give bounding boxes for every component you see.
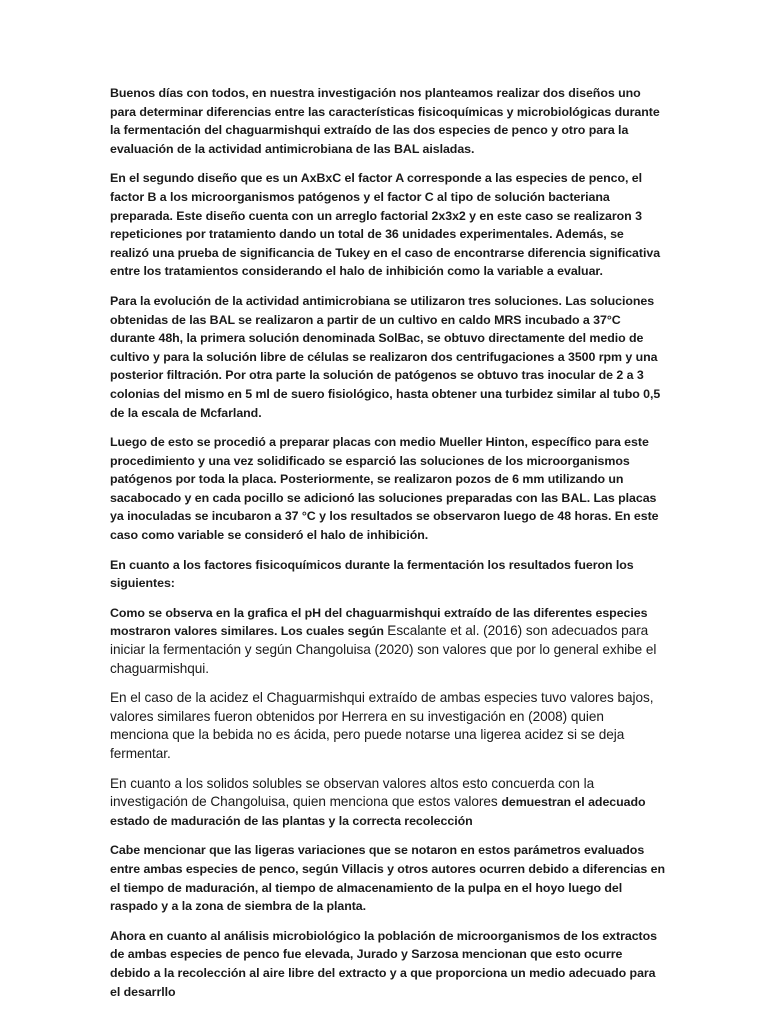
document-page xyxy=(110,84,665,1012)
paragraph-intro: Buenos días con todos, en nuestra investigación nos planteamos realizar dos diseños uno para determinar diferencias entre las características fisicoquímicas y microbiológicas durante la fermentación del chaguarmishqui extraído de las dos especies de penco y otro para la evaluación de la actividad antimicrobiana de las BAL aisladas. xyxy=(110,86,660,156)
solids-bold-text: demuestran el adecuado estado de maduración de las plantas y la correcta recolección xyxy=(110,795,646,828)
paragraph-plates: Luego de esto se procedió a preparar placas con medio Mueller Hinton, específico para este procedimiento y una vez solidificado se esparció las soluciones de los microorganismos patógenos por toda la placa. Posteriormente, se realizaron pozos de 6 mm utilizando un sacabocado y en cada pocillo se adicionó las soluciones preparadas con las BAL. Las placas ya inoculadas se incubaron a 37 °C y los resultados se observaron luego de 48 horas. En este caso como variable se consideró el halo de inhibición. xyxy=(110,435,659,543)
solids-regular-text: En cuanto a los solidos solubles se observan valores altos esto concuerda con la investigación de Changoluisa, quien menciona que estos valores xyxy=(110,775,595,810)
ph-regular-text: Escalante et al. (2016) son adecuados para iniciar la fermentación y según Changoluisa (2020) son valores que por lo general exhibe el chaguarmishqui. xyxy=(110,623,657,676)
paragraph-ph xyxy=(110,604,665,678)
paragraph-solids xyxy=(110,775,665,831)
paragraph-physicochemical: En cuanto a los factores fisicoquímicos durante la fermentación los resultados fueron los siguientes: xyxy=(110,557,634,591)
paragraph-variations: Cabe mencionar que las ligeras variaciones que se notaron en estos parámetros evaluados entre ambas especies de penco, según Villacis y otros autores ocurren debido a diferencias en el tiempo de maduración, al tiempo de almacenamiento de la pulpa en el hoyo luego del raspado y a la zona de siembra de la planta. xyxy=(110,843,665,914)
paragraph-microbiological: Ahora en cuanto al análisis microbiológico la población de microorganismos de los extractos de ambas especies de penco fue elevada, Jurado y Sarzosa mencionan que esto ocurre debido a la recolección al aire libre del extracto y a que proporciona un medio adecuado para el desarrllo xyxy=(110,928,657,999)
paragraph-design: En el segundo diseño que es un AxBxC el factor A corresponde a las especies de penco, el factor B a los microorganismos patógenos y el factor C al tipo de solución bacteriana preparada. Este diseño cuenta con un arreglo factorial 2x3x2 y en este caso se realizaron 3 repeticiones por tratamiento dando un total de 36 unidades experimentales. Además, se realizó una prueba de significancia de Tukey en el caso de encontrarse diferencia significativa entre los tratamientos considerando el halo de inhibición como la variable a evaluar. xyxy=(110,171,661,279)
paragraph-acidity: En el caso de la acidez el Chaguarmishqui extraído de ambas especies tuvo valores bajos, valores similares fueron obtenidos por Herrera en su investigación en (2008) quien menciona que la bebida no es ácida, pero puede notarse una ligerea acidez si se deja fermentar. xyxy=(110,690,654,761)
ph-bold-text: Como se observa en la grafica el pH del chaguarmishqui extraído de las diferentes especies mostraron valores similares. Los cuales según xyxy=(110,605,648,639)
paragraph-antimicrobial: Para la evolución de la actividad antimicrobiana se utilizaron tres soluciones. Las soluciones obtenidas de las BAL se realizaron a partir de un cultivo en caldo MRS incubado a 37°C durante 48h, la primera solución denominada SolBac, se obtuvo directamente del medio de cultivo y para la solución libre de células se realizaron dos centrifugaciones a 3500 rpm y una posterior filtración. Por otra parte la solución de patógenos se obtuvo tras inocular de 2 a 3 colonias del mismo en 5 ml de suero fisiológico, hasta obtener una turbidez similar al tubo 0,5 de la escala de Mcfarland. xyxy=(110,293,661,420)
